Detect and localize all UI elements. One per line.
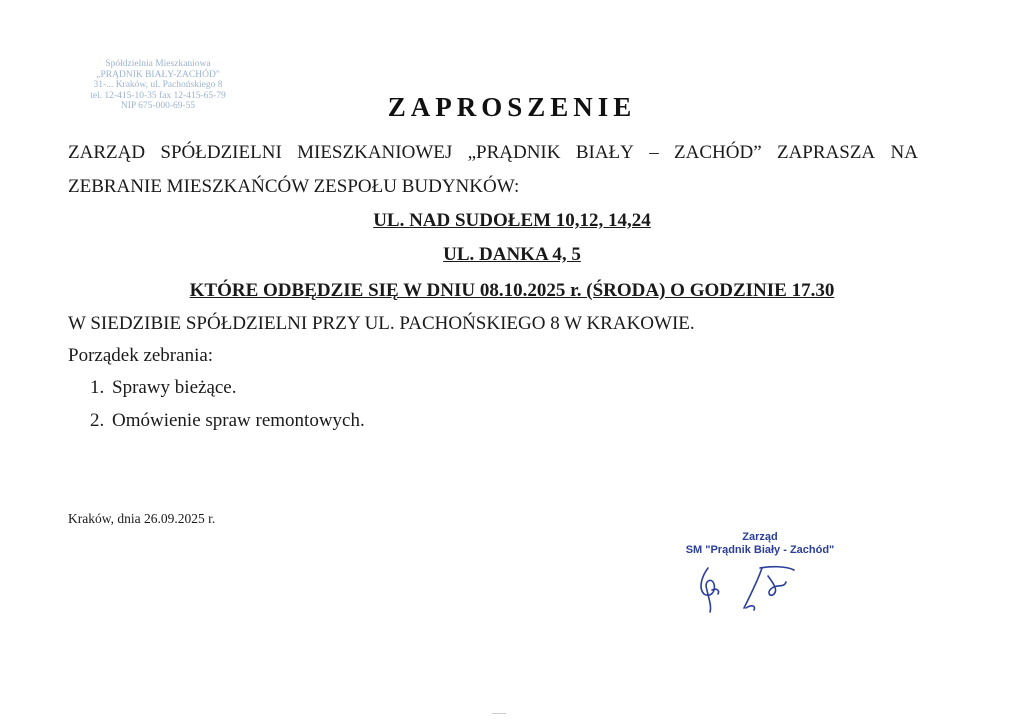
agenda-item (90, 378, 365, 411)
agenda-item (90, 411, 365, 444)
intro-word: MIESZKANIOWEJ (297, 142, 453, 163)
signature-stamp-line: SM "Prądnik Biały - Zachód" (685, 544, 835, 556)
page-footer-mark (492, 713, 506, 714)
intro-word: BIAŁY (575, 142, 634, 163)
agenda-list (90, 378, 365, 444)
agenda-item-text: Sprawy bieżące. (112, 377, 237, 398)
stamp-line: tel. 12-415-10-35 fax 12-415-65-79 (90, 90, 226, 101)
document-date: Kraków, dnia 26.09.2025 r. (68, 511, 216, 526)
document-title: ZAPROSZENIE (387, 92, 637, 122)
stamp-line: Spółdzielnia Mieszkaniowa (105, 59, 211, 69)
agenda-item-number: 1. (90, 377, 105, 398)
meeting-datetime: KTÓRE ODBĘDZIE SIĘ W DNIU 08.10.2025 r. (ŚRODA) O GODZINIE 17.30 (189, 280, 835, 301)
signature-stroke (746, 606, 755, 610)
board-signature-stamp (660, 531, 860, 557)
signature-stamp-line: Zarząd (742, 531, 778, 543)
intro-word: – (649, 142, 659, 163)
agenda-heading: Porządek zebrania: (68, 345, 214, 366)
signature-stroke (744, 568, 762, 608)
stamp-line: 31-... Kraków, ul. Pachońskiego 8 (93, 80, 223, 91)
stamp-line: „PRĄDNIK BIAŁY-ZACHÓD" (96, 69, 220, 80)
intro-word: ZARZĄD (68, 142, 146, 163)
stamp-line: NIP 675-000-69-55 (120, 101, 196, 112)
intro-line-1 (68, 142, 918, 164)
meeting-location: W SIEDZIBIE SPÓŁDZIELNI PRZY UL. PACHOŃSKIEGO 8 W KRAKOWIE. (68, 313, 695, 334)
intro-line-2: ZEBRANIE MIESZKAŃCÓW ZESPOŁU BUDYNKÓW: (68, 176, 520, 197)
intro-word: SPÓŁDZIELNI (160, 142, 282, 163)
address-line-2: UL. DANKA 4, 5 (443, 244, 581, 265)
agenda-item-text: Omówienie spraw remontowych. (112, 410, 365, 431)
intro-word: ZAPRASZA (776, 142, 876, 163)
handwritten-signature (690, 562, 810, 618)
intro-word: ZACHÓD” (674, 142, 762, 163)
signature-stroke (768, 576, 786, 595)
address-line-1: UL. NAD SUDOŁEM 10,12, 14,24 (373, 210, 651, 231)
signature-stroke (760, 567, 794, 570)
agenda-item-number: 2. (90, 410, 105, 431)
intro-word: „PRĄDNIK (467, 142, 561, 163)
intro-word: NA (890, 142, 918, 163)
